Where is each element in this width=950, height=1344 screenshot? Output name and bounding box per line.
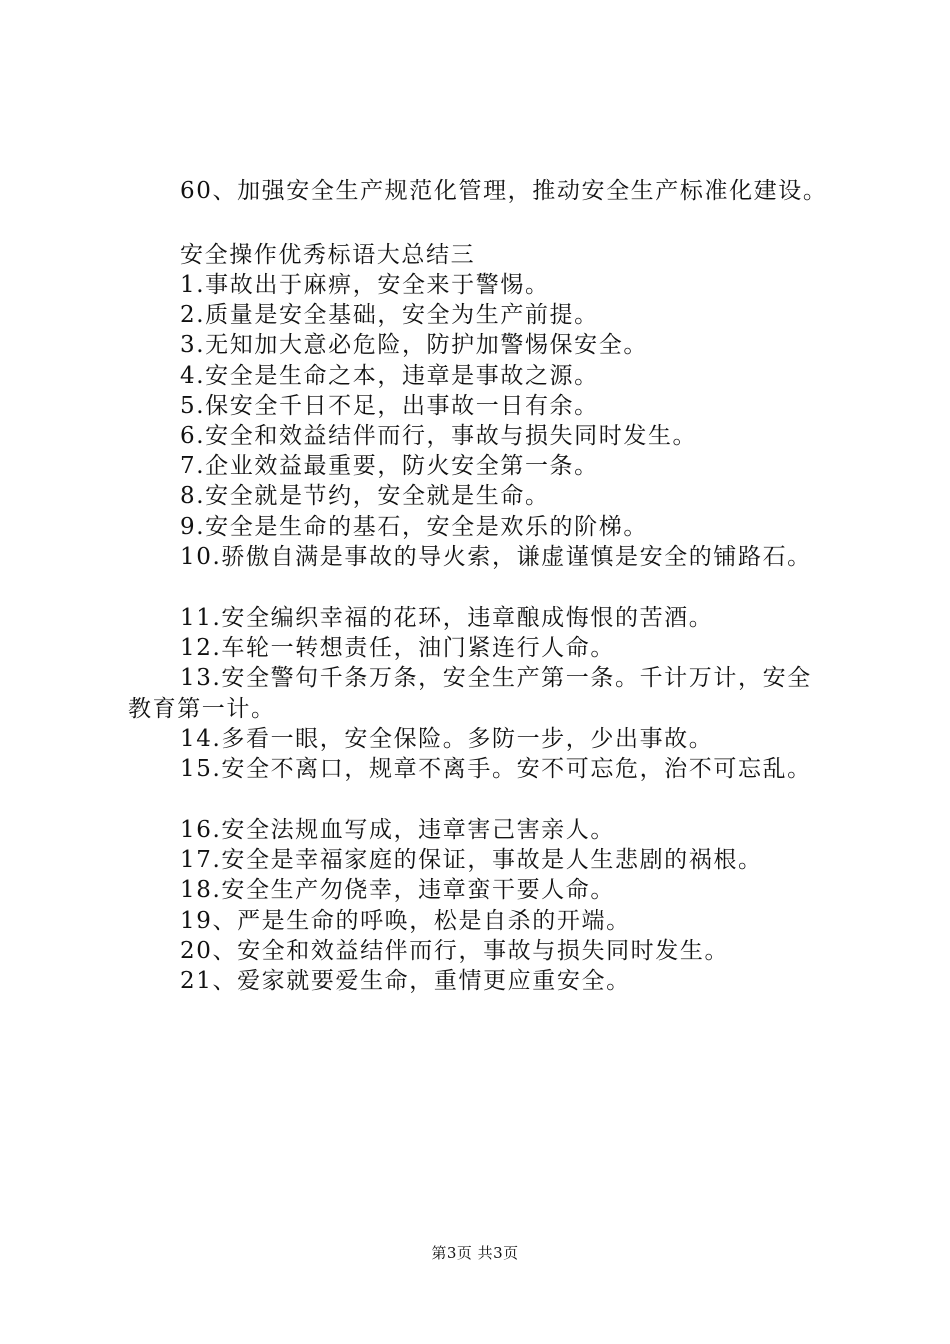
list-item: 15.安全不离口，规章不离手。安不可忘危，治不可忘乱。 (180, 756, 812, 782)
list-item: 1.事故出于麻痹，安全来于警惕。 (180, 272, 550, 298)
list-item: 21、爱家就要爱生命，重情更应重安全。 (180, 968, 631, 994)
list-item: 17.安全是幸福家庭的保证，事故是人生悲剧的祸根。 (180, 847, 763, 873)
list-item: 13.安全警句千条万条，安全生产第一条。千计万计，安全 (180, 665, 812, 691)
list-item: 6.安全和效益结伴而行，事故与损失同时发生。 (180, 423, 698, 449)
list-item: 2.质量是安全基础，安全为生产前提。 (180, 302, 599, 328)
list-item: 14.多看一眼，安全保险。多防一步，少出事故。 (180, 726, 714, 752)
intro-line: 60、加强安全生产规范化管理，推动安全生产标准化建设。 (180, 178, 828, 204)
list-item: 19、严是生命的呼唤，松是自杀的开端。 (180, 908, 631, 934)
list-item: 4.安全是生命之本，违章是事故之源。 (180, 363, 599, 389)
list-item: 8.安全就是节约，安全就是生命。 (180, 483, 550, 509)
list-item: 12.车轮一转想责任，油门紧连行人命。 (180, 635, 615, 661)
list-item: 11.安全编织幸福的花环，违章酿成悔恨的苦酒。 (180, 605, 714, 631)
list-item: 10.骄傲自满是事故的导火索，谦虚谨慎是安全的铺路石。 (180, 544, 812, 570)
list-item: 3.无知加大意必危险，防护加警惕保安全。 (180, 332, 648, 358)
list-item: 9.安全是生命的基石，安全是欢乐的阶梯。 (180, 514, 648, 540)
list-item: 7.企业效益最重要，防火安全第一条。 (180, 453, 599, 479)
list-item-continuation: 教育第一计。 (128, 696, 276, 722)
list-item: 18.安全生产勿侥幸，违章蛮干要人命。 (180, 877, 615, 903)
list-item: 5.保安全千日不足，出事故一日有余。 (180, 393, 599, 419)
page-number-footer: 第3页 共3页 (431, 1244, 519, 1262)
list-item: 16.安全法规血写成，违章害己害亲人。 (180, 817, 615, 843)
section-title: 安全操作优秀标语大总结三 (180, 242, 476, 268)
list-item: 20、安全和效益结伴而行，事故与损失同时发生。 (180, 938, 730, 964)
